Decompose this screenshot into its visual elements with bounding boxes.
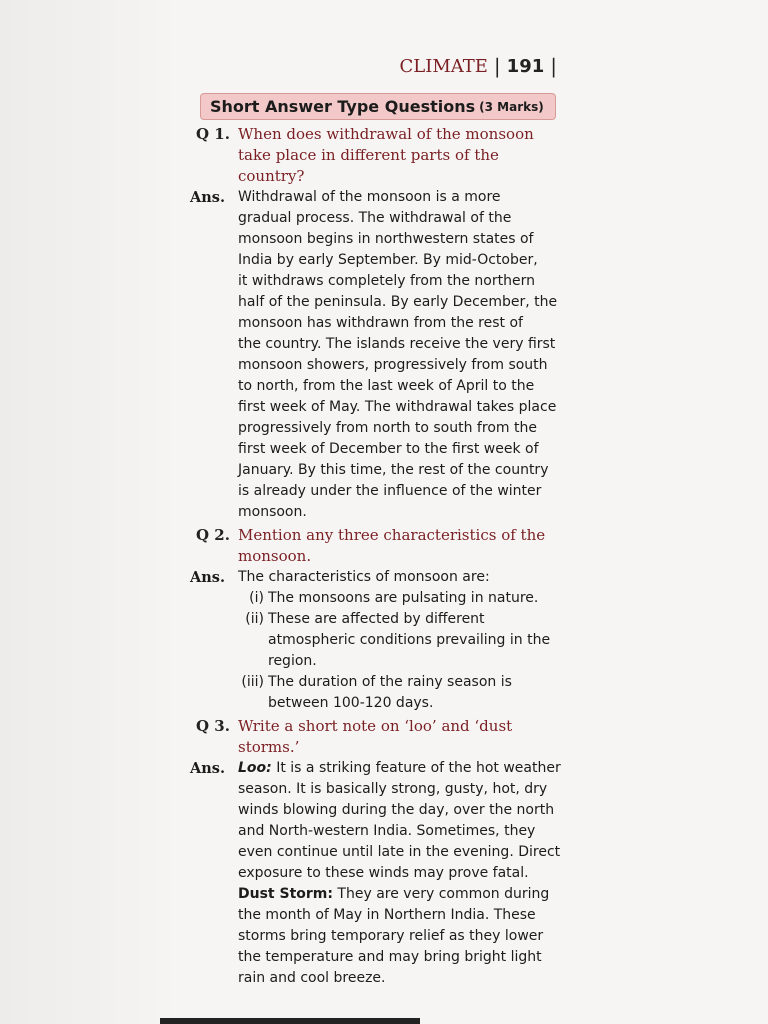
answer-line: the temperature and may bring bright light: [238, 949, 542, 965]
term-dust-storm: Dust Storm:: [238, 886, 333, 902]
answer-line: winds blowing during the day, over the north: [238, 802, 555, 818]
question-2: [190, 525, 570, 567]
answer-line: season. It is basically strong, gusty, hot, dry: [238, 781, 548, 797]
answer-line: the month of May in Northern India. These: [238, 907, 536, 923]
answer-2: [190, 567, 570, 714]
answer-line: rain and cool breeze.: [238, 970, 386, 986]
answer-line: exposure to these winds may prove fatal.: [238, 865, 529, 881]
page-header: CLIMATE | 191 |: [399, 54, 557, 78]
answer-line: to north, from the last week of April to the: [238, 378, 535, 394]
answer-label: Ans.: [190, 569, 226, 586]
answer-line: gradual process. The withdrawal of the: [238, 210, 512, 226]
page-edge-shadow: [160, 1018, 420, 1024]
list-number: (iii): [241, 674, 264, 690]
answer-line: even continue until late in the evening. Direct: [238, 844, 561, 860]
answer-line: It is a striking feature of the hot weather: [271, 760, 561, 776]
question-1: [190, 124, 570, 187]
question-text: When does withdrawal of the monsoon: [238, 125, 534, 143]
answer-intro: The characteristics of monsoon are:: [238, 569, 490, 585]
answer-line: first week of December to the first week of: [238, 441, 539, 457]
list-text: These are affected by different: [268, 611, 485, 627]
list-item: [238, 588, 550, 609]
list-number: (i): [249, 590, 264, 606]
answer-label: Ans.: [190, 760, 226, 777]
list-text: between 100-120 days.: [268, 695, 434, 711]
section-title: Short Answer Type Questions: [210, 97, 476, 116]
question-label: Q 3.: [196, 717, 230, 735]
term-loo: Loo:: [238, 760, 272, 776]
question-3: [190, 716, 570, 758]
question-label: Q 2.: [196, 526, 230, 544]
question-text: monsoon.: [238, 547, 312, 565]
answer-line: monsoon begins in northwestern states of: [238, 231, 534, 247]
answer-label: Ans.: [190, 189, 226, 206]
list-text: region.: [268, 653, 317, 669]
answer-line: January. By this time, the rest of the country: [238, 462, 549, 478]
section-marks: (3 Marks): [479, 99, 544, 114]
list-number: (ii): [245, 611, 264, 627]
question-text: Write a short note on ‘loo’ and ‘dust storms.’: [238, 717, 513, 756]
answer-line: is already under the influence of the winter: [238, 483, 542, 499]
chapter-title: CLIMATE: [399, 55, 488, 77]
answer-3: [190, 758, 570, 989]
list-item: [238, 672, 550, 714]
answer-line: progressively from north to south from the: [238, 420, 537, 436]
list-text: The monsoons are pulsating in nature.: [268, 590, 539, 606]
answer-line: and North-western India. Sometimes, they: [238, 823, 536, 839]
answer-line: They are very common during: [332, 886, 550, 902]
list-item: [238, 609, 550, 672]
question-label: Q 1.: [196, 125, 230, 143]
qa-content: [190, 124, 570, 989]
answer-line: monsoon showers, progressively from south: [238, 357, 548, 373]
section-banner: [200, 93, 556, 120]
answer-line: India by early September. By mid-October,: [238, 252, 538, 268]
answer-line: monsoon.: [238, 504, 307, 520]
list-text: The duration of the rainy season is: [268, 674, 512, 690]
answer-line: the country. The islands receive the very first: [238, 336, 556, 352]
list-text: atmospheric conditions prevailing in the: [268, 632, 551, 648]
page-gutter-shade: [0, 0, 170, 1024]
answer-line: Withdrawal of the monsoon is a more: [238, 189, 501, 205]
answer-line: monsoon has withdrawn from the rest of: [238, 315, 523, 331]
answer-line: it withdraws completely from the northern: [238, 273, 535, 289]
answer-line: storms bring temporary relief as they lower: [238, 928, 544, 944]
answer-line: first week of May. The withdrawal takes place: [238, 399, 557, 415]
page-number: 191: [506, 55, 545, 77]
question-text: take place in different parts of the country?: [238, 146, 499, 185]
answer-1: [190, 187, 570, 523]
question-text: Mention any three characteristics of the: [238, 526, 546, 544]
answer-line: half of the peninsula. By early December, the: [238, 294, 558, 310]
